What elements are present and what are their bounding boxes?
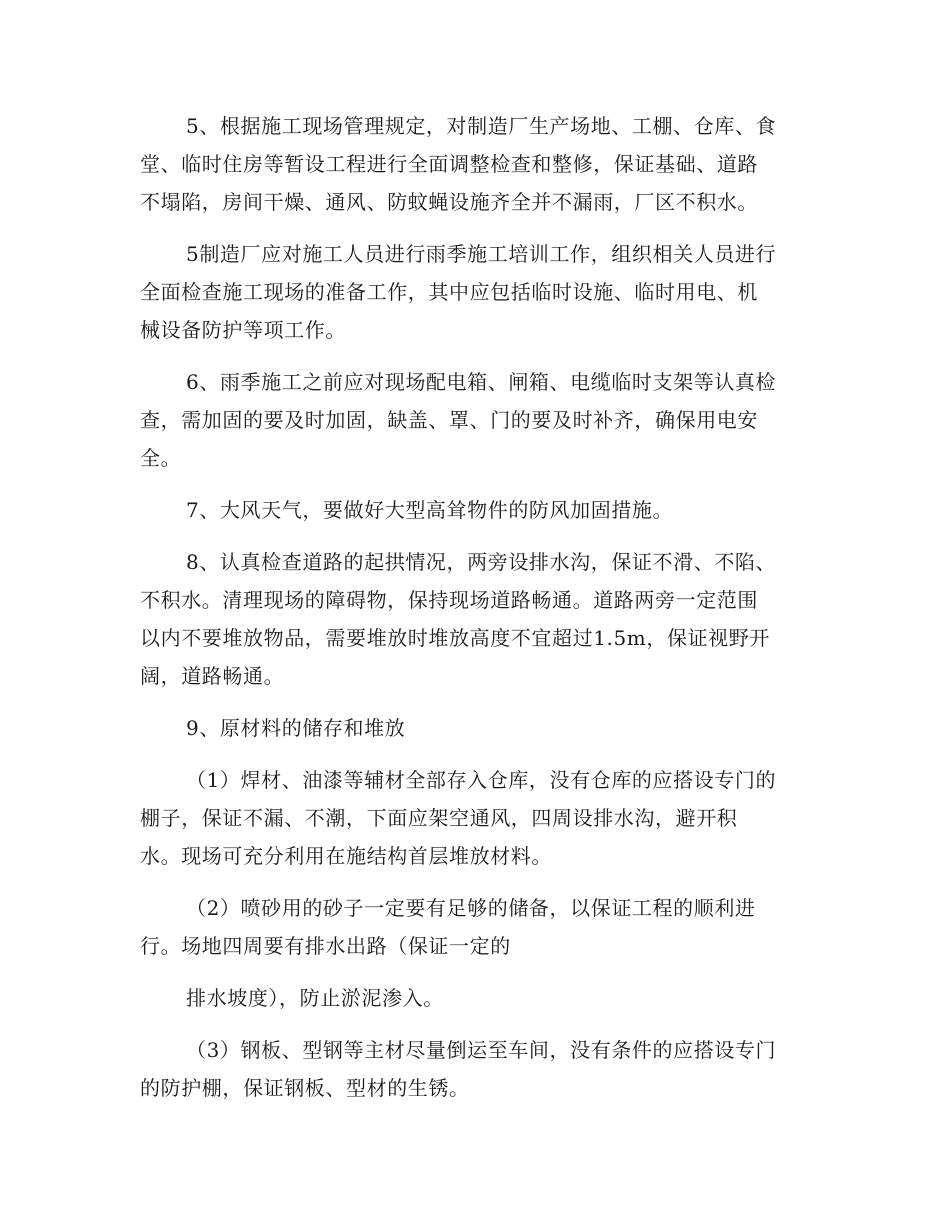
item-1-line-1: （1）焊材、油漆等辅材全部存入仓库，没有仓库的应搭设专门的: [186, 768, 777, 792]
paragraph-6-line-3: 全。: [140, 446, 182, 470]
paragraph-5-line-2: 堂、临时住房等暂设工程进行全面调整检查和整修，保证基础、道路: [140, 152, 758, 176]
paragraph-6-line-2: 查，需加固的要及时加固，缺盖、罩、门的要及时补齐，确保用电安: [140, 408, 758, 432]
paragraph-5b-line-3: 械设备防护等项工作。: [140, 318, 346, 342]
item-1-line-2: 棚子，保证不漏、不潮，下面应架空通风，四周设排水沟，避开积: [140, 806, 738, 830]
item-3-line-2: 的防护棚，保证钢板、型材的生锈。: [140, 1076, 470, 1100]
paragraph-8-line-2: 不积水。清理现场的障碍物，保持现场道路畅通。道路两旁一定范围: [140, 588, 758, 612]
item-3-line-1: （3）钢板、型钢等主材尽量倒运至车间，没有条件的应搭设专门: [186, 1038, 777, 1062]
item-1-line-3: 水。现场可充分利用在施结构首层堆放材料。: [140, 844, 552, 868]
paragraph-8-line-1: 8、认真检查道路的起拱情况，两旁设排水沟，保证不滑、不陷、: [186, 550, 777, 574]
item-2-line-1: （2）喷砂用的砂子一定要有足够的储备，以保证工程的顺利进: [186, 896, 756, 920]
paragraph-5-line-3: 不塌陷，房间干燥、通风、防蚊蝇设施齐全并不漏雨，厂区不积水。: [140, 190, 758, 214]
paragraph-7-line-1: 7、大风天气，要做好大型高耸物件的防风加固措施。: [186, 498, 674, 522]
paragraph-8-line-4: 阔，道路畅通。: [140, 664, 285, 688]
paragraph-6-line-1: 6、雨季施工之前应对现场配电箱、闸箱、电缆临时支架等认真检: [186, 370, 777, 394]
paragraph-5b-line-1: 5制造厂应对施工人员进行雨季施工培训工作，组织相关人员进行: [186, 242, 777, 266]
paragraph-8-line-3: 以内不要堆放物品，需要堆放时堆放高度不宜超过1.5m，保证视野开: [140, 626, 770, 650]
paragraph-5-line-1: 5、根据施工现场管理规定，对制造厂生产场地、工棚、仓库、食: [186, 114, 777, 138]
item-2-line-2: 行。场地四周要有排水出路（保证一定的: [140, 934, 511, 958]
paragraph-9-heading: 9、原材料的储存和堆放: [186, 716, 406, 740]
item-2-line-3: 排水坡度），防止淤泥渗入。: [186, 986, 444, 1010]
paragraph-5b-line-2: 全面检查施工现场的准备工作，其中应包括临时设施、临时用电、机: [140, 280, 758, 304]
